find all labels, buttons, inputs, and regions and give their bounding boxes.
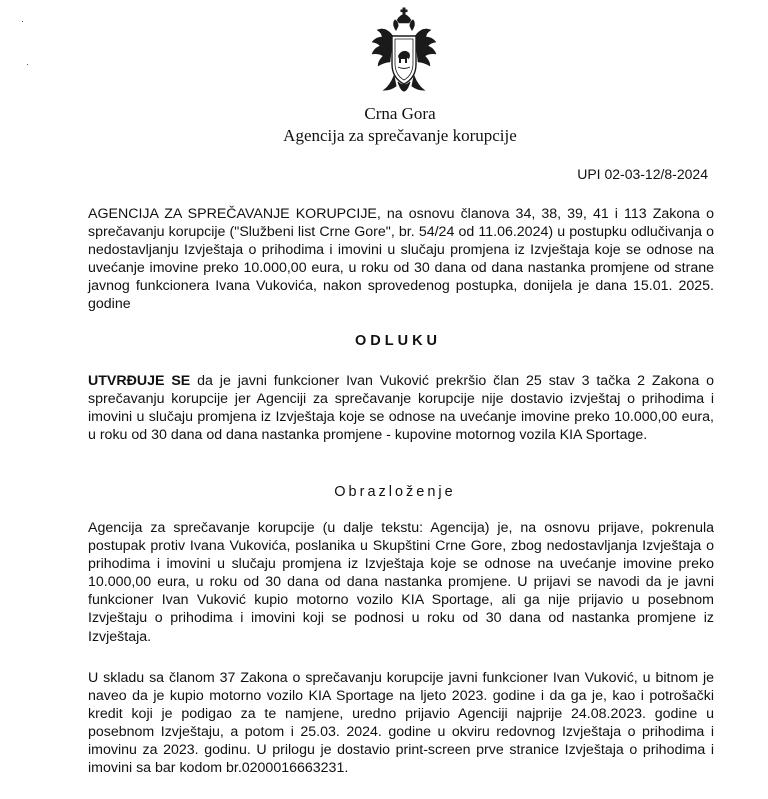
scan-artifact: · (21, 16, 24, 26)
reasoning-paragraph-1: Agencija za sprečavanje korupcije (u dalje tekstu: Agencija) je, na osnovu prijave, pokrenula postupak protiv Ivana Vukovića, poslanika u Skupštini Crne Gore, zbog nedostavljanja Izvještaja o prihodima i imovini u slučaju promjena iz Izvještaja koje se odnose na uvećanje imovine preko 10.000,00 eura, u roku od 30 dana od dana nastanka promjene. U prijavi se navodi da je javni funkcioner Ivan Vuković kupio motorno vozilo KIA Sportage, ali ga nije prijavio u posebnom Izvještaju o prihodima i imovini koji se podnosi u roku od 30 dana od nastanka promjene iz Izvještaja. (88, 520, 714, 645)
agency-title: Agencija za sprečavanje korupcije (283, 126, 517, 145)
decision-paragraph (88, 372, 714, 444)
reasoning-heading: Obrazloženje (334, 484, 456, 500)
scan-artifact: · (26, 59, 29, 69)
decision-heading: ODLUKU (354, 333, 442, 349)
decision-text: da je javni funkcioner Ivan Vuković prekršio član 25 stav 3 tačka 2 Zakona o sprečavanju korupcije jer Agenciji za sprečavanje korupcije nije dostavio izvještaj o prihodima i imovini u slučaju promjena iz Izvještaja koje se odnose na uvećanje imovine preko 10.000,00 eura, u roku od 30 dana od dana nastanka promjene - kupovine motornog vozila KIA Sportage. (88, 373, 714, 444)
reasoning-paragraph-2: U skladu sa članom 37 Zakona o sprečavanju korupcije javni funkcioner Ivan Vuković, u bitnom je naveo da je kupio motorno vozilo KIA Sportage na ljeto 2023. godine i da ga je, kao i potrošački kredit koji je podigao za te namjene, uredno prijavio Agenciji najprije 24.08.2023. godine u posebnom Izvještaju, a potom i 25.03. 2024. godine u okviru redovnog Izvještaja o prihodima i imovinu za 2023. godinu. U prilogu je dostavio print-screen prve stranice Izvještaja o prihodima i imovini sa bar kodom br.0200016663231. (88, 670, 714, 777)
decision-lead: UTVRĐUJE SE (88, 373, 191, 389)
reference-number: UPI 02-03-12/8-2024 (577, 166, 708, 182)
coat-of-arms-icon (368, 6, 440, 102)
country-name: Crna Gora (364, 104, 436, 123)
preamble-paragraph: AGENCIJA ZA SPREČAVANJE KORUPCIJE, na osnovu članova 34, 38, 39, 41 i 113 Zakona o sprečavanju korupcije ("Službeni list Crne Gore", br. 54/24 od 11.06.2024) u postupku odlučivanja o nedostavljanju Izvještaja o prihodima i imovini u slučaju promjena iz Izvještaja koje se odnose na uvećanje imovine preko 10.000,00 eura, u roku od 30 dana od dana nastanka promjene od strane javnog funkcionera Ivana Vukovića, nakon sprovedenog postupka, donijela je dana 15.01. 2025. godine (88, 206, 714, 313)
